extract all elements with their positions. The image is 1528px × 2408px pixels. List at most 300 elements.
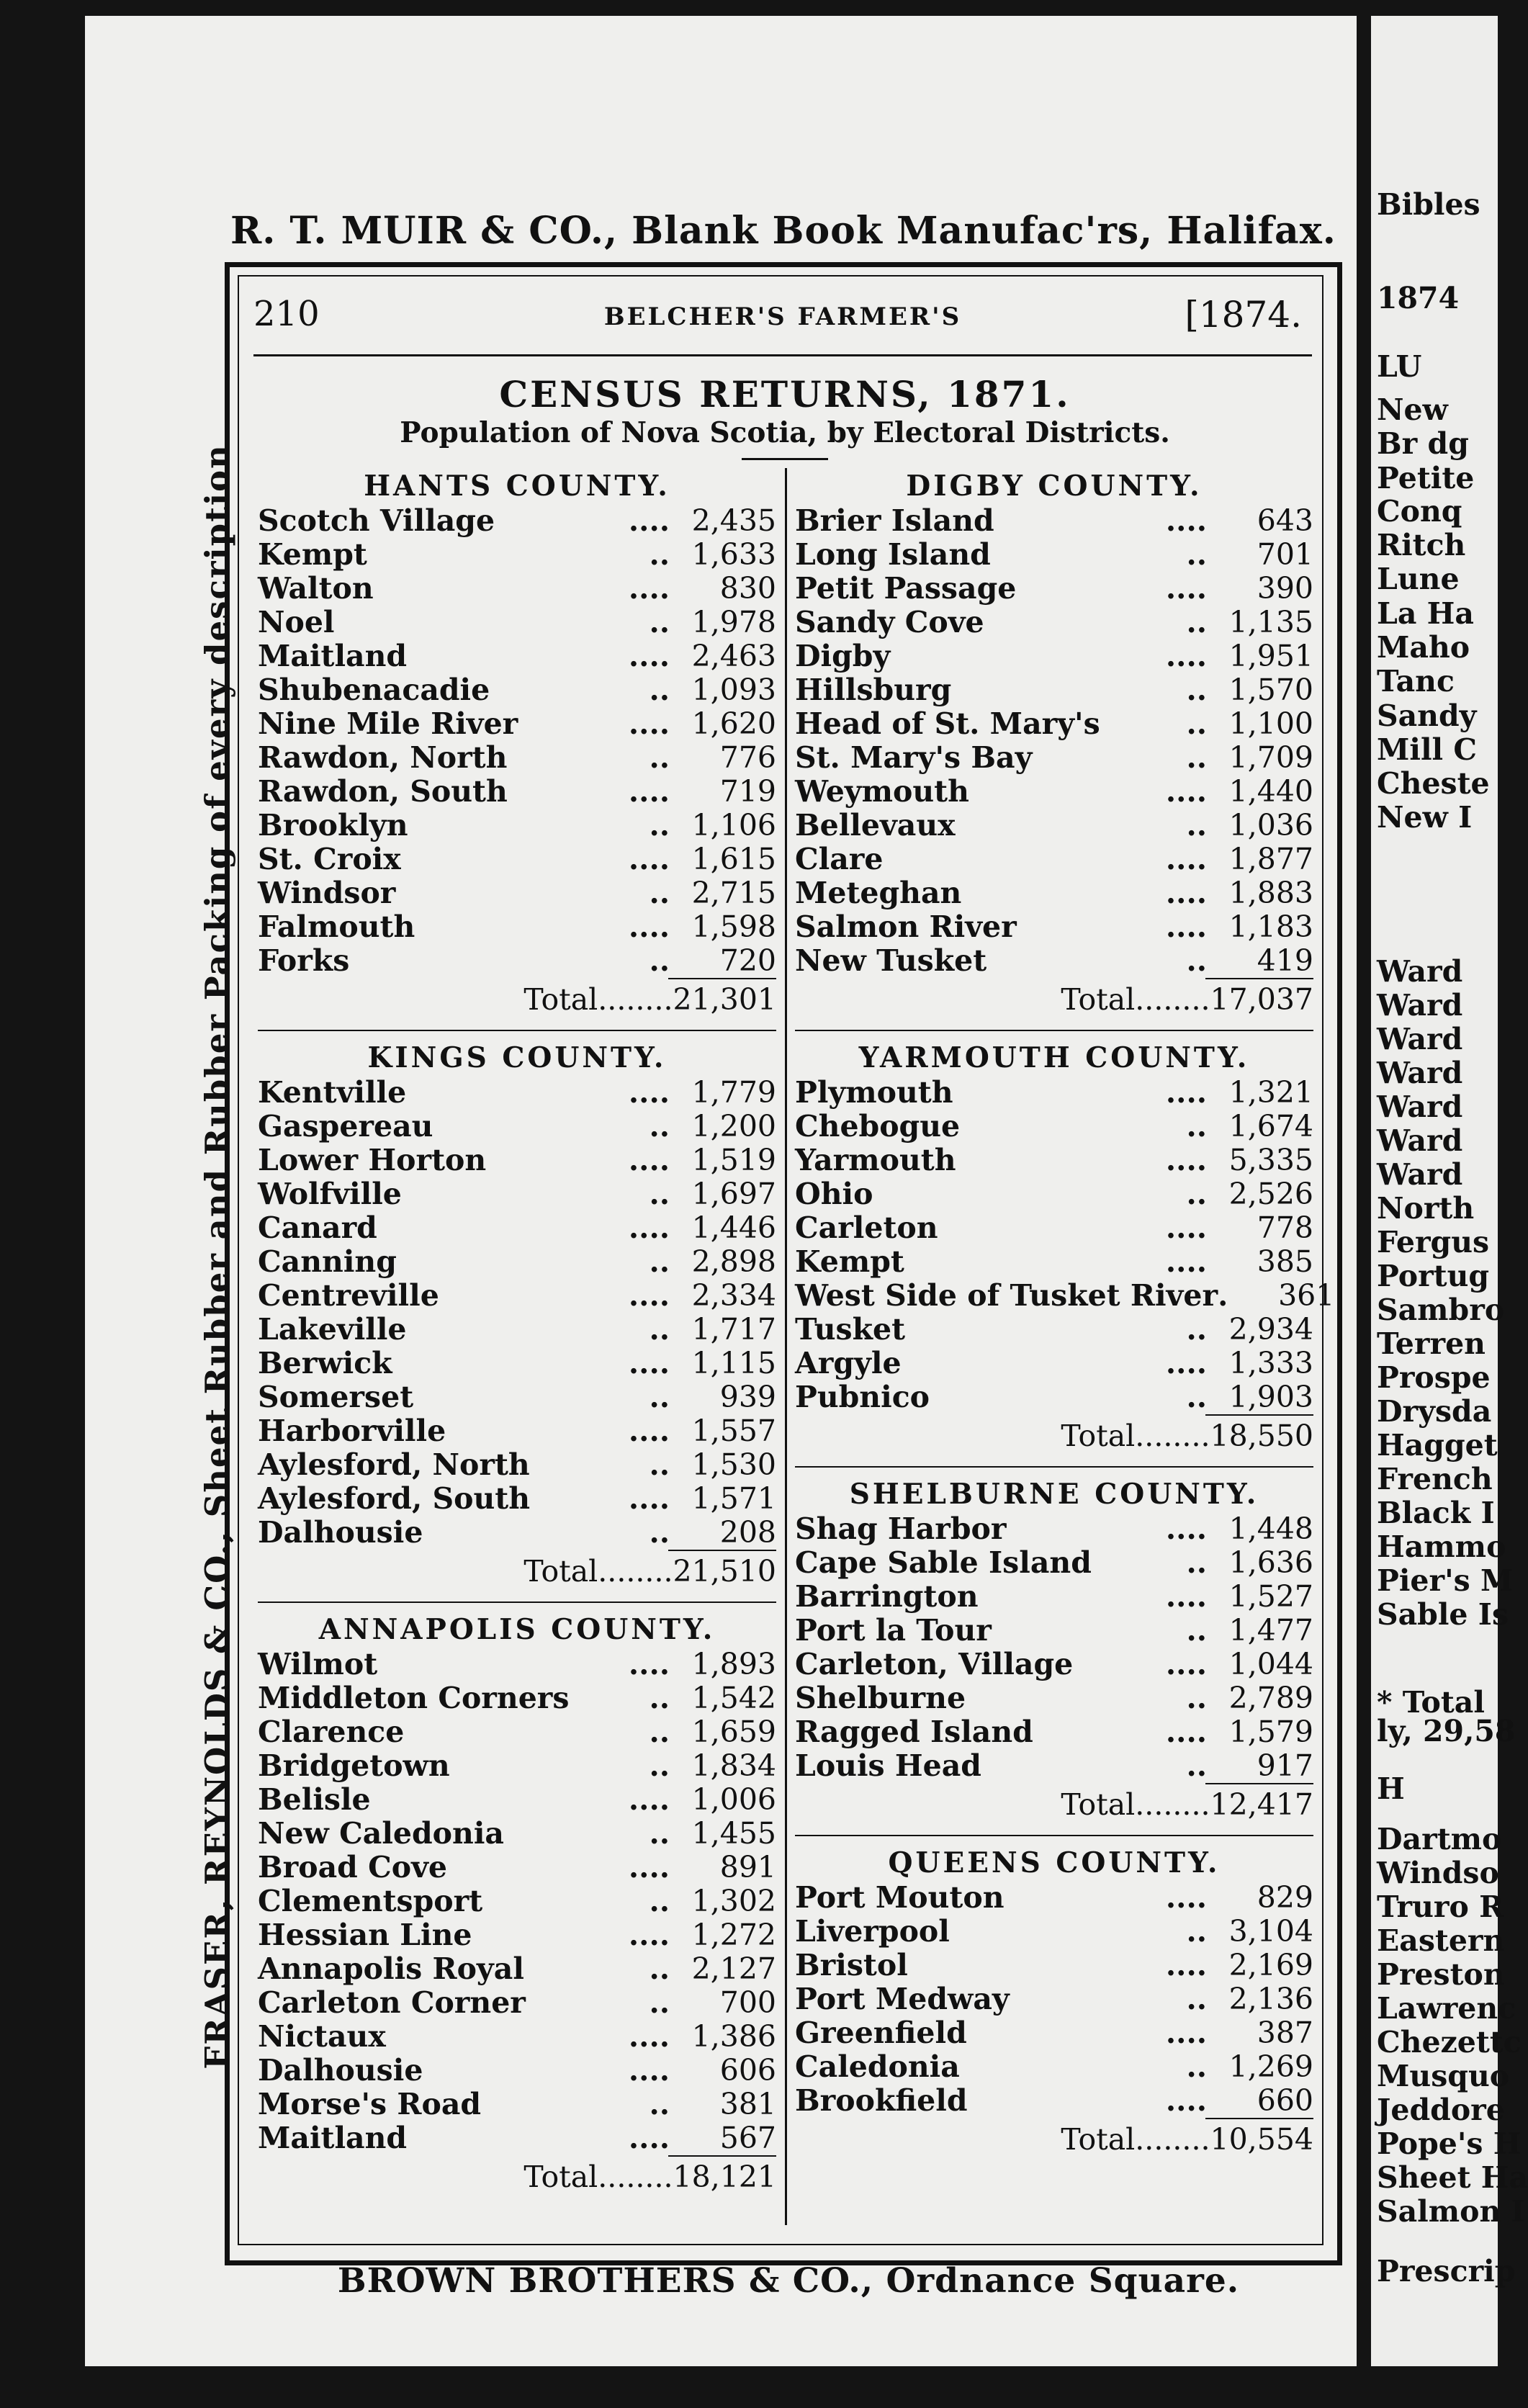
adjacent-page-text: Prospe [1377, 1360, 1491, 1395]
district-name: Kempt [258, 537, 367, 572]
population-value: 2,435 [691, 503, 776, 538]
district-row [795, 504, 1313, 538]
population-value: 1,598 [691, 909, 776, 944]
district-row [795, 673, 1313, 707]
population-value: 1,557 [691, 1414, 776, 1448]
population-value: 1,633 [691, 537, 776, 572]
district-row [258, 1482, 776, 1516]
total-label: Total........ [1061, 1787, 1210, 1822]
leader-dots: .... [1165, 842, 1207, 876]
district-row [258, 1516, 776, 1550]
district-name: Canard [258, 1210, 377, 1245]
leader-dots: .. [649, 537, 670, 572]
section-divider [795, 1835, 1313, 1836]
population-value: 1,519 [691, 1143, 776, 1177]
district-name: Scotch Village [258, 503, 495, 538]
adjacent-page-text: 1874 [1377, 281, 1460, 315]
adjacent-page-text: Fergus [1377, 1225, 1490, 1259]
total-label: Total........ [1061, 982, 1210, 1017]
leader-dots: .... [628, 571, 670, 606]
total-label: Total........ [523, 1554, 673, 1589]
total-number: 18,121 [673, 2160, 776, 2194]
county-section [258, 468, 776, 1020]
county-section [795, 1845, 1313, 2160]
leader-dots: .... [628, 706, 670, 741]
leader-dots: .... [628, 1210, 670, 1245]
total-value [1061, 1787, 1313, 1822]
population-value: 567 [719, 2121, 776, 2155]
right-column [795, 468, 1335, 2160]
district-name: Maitland [258, 639, 408, 673]
district-row [258, 944, 776, 978]
adjacent-page-text: New I [1377, 800, 1473, 835]
population-value: 701 [1257, 537, 1313, 572]
district-name: Caledonia [795, 2049, 960, 2084]
population-value: 1,200 [691, 1109, 776, 1144]
leader-dots: .. [1186, 1914, 1207, 1949]
adjacent-page-text: Jeddore [1377, 2093, 1505, 2127]
total-number: 12,417 [1210, 1787, 1313, 1822]
adjacent-page-text: * Total [1377, 1685, 1485, 1720]
district-name: Broad Cove [258, 1850, 447, 1884]
page-header [253, 294, 1312, 337]
district-row [258, 2054, 776, 2088]
population-value: 5,335 [1228, 1143, 1313, 1177]
district-name: Pubnico [795, 1380, 930, 1414]
district-name: Hessian Line [258, 1918, 472, 1952]
district-row [258, 504, 776, 538]
leader-dots: .. [1186, 1982, 1207, 2016]
population-value: 2,334 [691, 1278, 776, 1313]
district-name: Dalhousie [258, 2053, 423, 2088]
total-number: 21,510 [673, 1554, 776, 1589]
top-advertisement: R. T. MUIR & CO., Blank Book Manufac'rs, Halifax. [230, 209, 1336, 253]
leader-dots: .. [1186, 1748, 1207, 1783]
population-value: 1,709 [1228, 740, 1313, 775]
leader-dots: .... [628, 1850, 670, 1884]
total-value [1061, 982, 1313, 1017]
adjacent-page-text: Black I [1377, 1496, 1495, 1530]
adjacent-page-text: Salmon I [1377, 2194, 1525, 2229]
leader-dots: .. [649, 1715, 670, 1749]
district-row [795, 1177, 1313, 1211]
county-heading: HANTS COUNTY. [364, 470, 670, 503]
adjacent-page-text: Lawrenc [1377, 1991, 1516, 2026]
district-name: Berwick [258, 1346, 392, 1380]
population-value: 830 [719, 571, 776, 606]
district-row [258, 673, 776, 707]
population-value: 1,093 [691, 673, 776, 707]
district-name: New Tusket [795, 943, 987, 978]
adjacent-page-text: New [1377, 392, 1448, 427]
population-value: 1,135 [1228, 605, 1313, 639]
district-name: Aylesford, South [258, 1481, 531, 1516]
population-value: 778 [1257, 1210, 1313, 1245]
total-number: 18,550 [1210, 1419, 1313, 1453]
district-name: Cape Sable Island [795, 1545, 1092, 1580]
leader-dots: .. [1186, 1545, 1207, 1580]
population-value: 776 [719, 740, 776, 775]
leader-dots: .... [628, 1481, 670, 1516]
leader-dots: .... [628, 639, 670, 673]
leader-dots: .... [628, 1414, 670, 1448]
district-row [795, 1076, 1313, 1110]
total-number: 17,037 [1210, 982, 1313, 1017]
side-advertisement: FRASER, REYNOLDS & CO., Sheet Rubber and Rubber Packing of every description [198, 444, 236, 2070]
leader-dots: .... [628, 774, 670, 809]
district-row [795, 2016, 1313, 2050]
county-heading: ANNAPOLIS COUNTY. [318, 1613, 716, 1646]
district-name: Bellevaux [795, 808, 956, 843]
leader-dots: .. [649, 673, 670, 707]
adjacent-page-text: Drysda [1377, 1394, 1492, 1429]
district-row [258, 1177, 776, 1211]
adjacent-page-text: Sandy [1377, 698, 1477, 733]
leader-dots: .... [1165, 1143, 1207, 1177]
district-name: Clarence [258, 1715, 405, 1749]
county-total [795, 1414, 1313, 1456]
leader-dots: .... [1165, 571, 1207, 606]
district-name: Nictaux [258, 2019, 386, 2054]
district-name: Centreville [258, 1278, 439, 1313]
leader-dots: .. [1186, 1177, 1207, 1211]
leader-dots: .. [649, 1447, 670, 1482]
leader-dots: .. [649, 1884, 670, 1918]
population-value: 3,104 [1228, 1914, 1313, 1949]
county-total [795, 2118, 1313, 2160]
county-section [258, 1040, 776, 1591]
population-value: 1,333 [1228, 1346, 1313, 1380]
leader-dots: .. [1186, 605, 1207, 639]
district-name: Shelburne [795, 1681, 966, 1715]
population-value: 1,883 [1228, 876, 1313, 910]
leader-dots: .... [1165, 1948, 1207, 1982]
leader-dots: . [1218, 1278, 1228, 1313]
district-name: Canning [258, 1244, 397, 1279]
leader-dots: .. [649, 1380, 670, 1414]
header-year: [1874. [1185, 294, 1302, 336]
adjacent-page-text: Chezettc [1377, 2025, 1522, 2059]
adjacent-page-text: Hammo [1377, 1529, 1506, 1564]
section-divider [258, 1601, 776, 1603]
adjacent-page [1371, 16, 1528, 2366]
adjacent-page-text: Ward [1377, 1022, 1463, 1056]
adjacent-page-text: H [1377, 1771, 1405, 1806]
population-value: 1,036 [1228, 808, 1313, 843]
district-row [258, 2121, 776, 2155]
population-value: 2,715 [691, 876, 776, 910]
adjacent-page-text: Windso [1377, 1856, 1499, 1890]
district-row [258, 1884, 776, 1918]
population-value: 361 [1278, 1278, 1335, 1313]
district-name: Tusket [795, 1312, 906, 1347]
population-value: 387 [1257, 2016, 1313, 2050]
leader-dots: .... [1165, 639, 1207, 673]
district-row [795, 1512, 1313, 1546]
district-name: Ohio [795, 1177, 873, 1211]
adjacent-page-text: Prescrip [1377, 2254, 1516, 2288]
district-name: Bridgetown [258, 1748, 450, 1783]
district-row [795, 944, 1313, 978]
leader-dots: .. [649, 1244, 670, 1279]
leader-dots: .. [649, 2087, 670, 2121]
district-name: New Caledonia [258, 1816, 504, 1851]
leader-dots: .... [628, 909, 670, 944]
adjacent-page-text: Ward [1377, 1090, 1463, 1124]
adjacent-page-text: Portug [1377, 1259, 1490, 1293]
leader-dots: .... [628, 2121, 670, 2155]
population-value: 829 [1257, 1880, 1313, 1915]
total-value [1061, 1419, 1313, 1453]
adjacent-page-text: Lune [1377, 562, 1460, 596]
district-name: Clementsport [258, 1884, 483, 1918]
district-name: Port la Tour [795, 1613, 992, 1648]
county-heading: YARMOUTH COUNTY. [858, 1041, 1250, 1074]
leader-dots: .. [649, 876, 670, 910]
district-row [258, 1783, 776, 1817]
adjacent-page-text: Pope's H [1377, 2126, 1522, 2161]
district-row [795, 1881, 1313, 1915]
district-row [795, 639, 1313, 673]
district-row [795, 1915, 1313, 1949]
population-value: 1,579 [1228, 1715, 1313, 1749]
total-value [523, 1554, 776, 1589]
population-value: 1,448 [1228, 1511, 1313, 1546]
population-value: 1,321 [1228, 1075, 1313, 1110]
district-row [795, 1211, 1313, 1245]
district-name: Barrington [795, 1579, 979, 1614]
district-row [795, 606, 1313, 639]
total-number: 10,554 [1210, 2122, 1313, 2157]
district-row [795, 1648, 1313, 1681]
district-name: Port Mouton [795, 1880, 1005, 1915]
population-value: 2,789 [1228, 1681, 1313, 1715]
adjacent-page-text: Ward [1377, 1123, 1463, 1158]
population-value: 720 [719, 943, 776, 978]
district-row [795, 1245, 1313, 1279]
district-name: Petit Passage [795, 571, 1017, 606]
population-value: 1,877 [1228, 842, 1313, 876]
district-name: Weymouth [795, 774, 969, 809]
district-name: Maitland [258, 2121, 408, 2155]
population-value: 719 [719, 774, 776, 809]
population-value: 1,571 [691, 1481, 776, 1516]
leader-dots: .... [1165, 876, 1207, 910]
page-number: 210 [253, 294, 320, 334]
adjacent-page-text: Br dg [1377, 426, 1469, 461]
district-row [795, 1546, 1313, 1580]
district-name: St. Croix [258, 842, 401, 876]
leader-dots: .. [649, 1951, 670, 1986]
district-row [795, 1614, 1313, 1648]
total-rule [668, 2155, 776, 2157]
district-name: Sandy Cove [795, 605, 984, 639]
population-value: 2,526 [1228, 1177, 1313, 1211]
leader-dots: .... [628, 1918, 670, 1952]
district-name: Brookfield [795, 2083, 968, 2118]
leader-dots: .. [649, 1109, 670, 1144]
leader-dots: .. [1186, 673, 1207, 707]
total-number: 21,301 [673, 982, 776, 1017]
district-name: Harborville [258, 1414, 446, 1448]
leader-dots: .... [628, 1278, 670, 1313]
population-value: 1,530 [691, 1447, 776, 1482]
district-row [258, 606, 776, 639]
population-value: 1,477 [1228, 1613, 1313, 1648]
population-value: 917 [1257, 1748, 1313, 1783]
leader-dots: .... [1165, 1511, 1207, 1546]
district-name: Yarmouth [795, 1143, 956, 1177]
population-value: 1,100 [1228, 706, 1313, 741]
district-row [258, 843, 776, 876]
population-value: 1,455 [691, 1816, 776, 1851]
county-heading: DIGBY COUNTY. [906, 470, 1203, 503]
district-row [258, 1715, 776, 1749]
leader-dots: .... [628, 1075, 670, 1110]
district-name: Brooklyn [258, 808, 408, 843]
district-name: Walton [258, 571, 374, 606]
page-title: CENSUS RETURNS, 1871. [499, 373, 1071, 415]
leader-dots: .... [1165, 503, 1207, 538]
population-value: 1,659 [691, 1715, 776, 1749]
population-value: 1,978 [691, 605, 776, 639]
population-value: 1,615 [691, 842, 776, 876]
leader-dots: .. [649, 605, 670, 639]
total-rule [668, 978, 776, 979]
district-row [258, 538, 776, 572]
district-name: Dalhousie [258, 1515, 423, 1550]
district-row [258, 639, 776, 673]
district-row [795, 1278, 1335, 1313]
total-label: Total........ [1061, 2122, 1210, 2157]
county-heading: KINGS COUNTY. [367, 1041, 667, 1074]
total-rule [668, 1550, 776, 1551]
district-name: Head of St. Mary's [795, 706, 1100, 741]
county-section [258, 1612, 776, 2197]
district-row [258, 910, 776, 944]
leader-dots: .. [649, 1748, 670, 1783]
district-name: Salmon River [795, 909, 1017, 944]
district-name: Wilmot [258, 1647, 378, 1681]
left-column [258, 468, 776, 2197]
district-row [258, 1648, 776, 1681]
district-row [795, 1144, 1313, 1177]
district-row [258, 775, 776, 809]
district-row [795, 1313, 1313, 1347]
leader-dots: .. [649, 1515, 670, 1550]
district-row [795, 843, 1313, 876]
district-name: Carleton Corner [258, 1985, 526, 2020]
district-row [795, 775, 1313, 809]
population-value: 1,903 [1228, 1380, 1313, 1414]
county-heading: SHELBURNE COUNTY. [849, 1478, 1259, 1511]
adjacent-page-text: Ward [1377, 988, 1463, 1023]
district-row [258, 2020, 776, 2054]
total-rule [1205, 1414, 1313, 1416]
district-name: Middleton Corners [258, 1681, 570, 1715]
county-total [795, 978, 1313, 1020]
leader-dots: .... [1165, 1880, 1207, 1915]
district-row [258, 1144, 776, 1177]
adjacent-page-text: Preston [1377, 1957, 1505, 1992]
population-value: 700 [719, 1985, 776, 2020]
district-row [795, 910, 1313, 944]
adjacent-page-text: Ward [1377, 1056, 1463, 1090]
district-name: Argyle [795, 1346, 902, 1380]
adjacent-page-text: Musquo [1377, 2059, 1510, 2093]
district-row [258, 1986, 776, 2020]
leader-dots: .. [649, 1681, 670, 1715]
total-label: Total........ [1061, 1419, 1210, 1453]
total-value [523, 2160, 776, 2194]
leader-dots: .... [628, 1143, 670, 1177]
leader-dots: .... [1165, 2083, 1207, 2118]
leader-dots: .. [649, 1816, 670, 1851]
leader-dots: .... [1165, 1579, 1207, 1614]
leader-dots: .... [1165, 1210, 1207, 1245]
adjacent-page-text: Tanc [1377, 664, 1455, 698]
adjacent-page-text: Truro R [1377, 1890, 1504, 1924]
population-value: 1,674 [1228, 1109, 1313, 1144]
district-name: Chebogue [795, 1109, 961, 1144]
district-name: Meteghan [795, 876, 962, 910]
adjacent-page-text: ly, 29,58 [1377, 1714, 1516, 1748]
population-value: 2,463 [691, 639, 776, 673]
district-name: Bristol [795, 1948, 908, 1982]
district-name: Ragged Island [795, 1715, 1033, 1749]
district-row [795, 876, 1313, 910]
leader-dots: .. [649, 1177, 670, 1211]
district-row [795, 809, 1313, 843]
district-name: Shubenacadie [258, 673, 490, 707]
leader-dots: .. [1186, 740, 1207, 775]
leader-dots: .. [1186, 808, 1207, 843]
total-label: Total........ [523, 982, 673, 1017]
district-row [795, 1949, 1313, 1982]
district-name: Somerset [258, 1380, 414, 1414]
district-name: Windsor [258, 876, 396, 910]
population-value: 385 [1257, 1244, 1313, 1279]
leader-dots: .. [649, 943, 670, 978]
adjacent-page-text: French [1377, 1462, 1493, 1496]
district-row [258, 1918, 776, 1952]
population-value: 1,183 [1228, 909, 1313, 944]
district-name: Rawdon, South [258, 774, 508, 809]
population-value: 390 [1257, 571, 1313, 606]
district-row [258, 572, 776, 606]
adjacent-page-text: Mill C [1377, 732, 1478, 767]
adjacent-page-text: La Ha [1377, 596, 1474, 631]
district-row [258, 1448, 776, 1482]
total-rule [1205, 1783, 1313, 1784]
population-value: 1,106 [691, 808, 776, 843]
district-name: Gaspereau [258, 1109, 433, 1144]
district-row [258, 741, 776, 775]
adjacent-page-text: Ward [1377, 1157, 1463, 1192]
leader-dots: .. [649, 808, 670, 843]
population-value: 1,697 [691, 1177, 776, 1211]
district-name: Digby [795, 639, 891, 673]
leader-dots: .... [628, 2019, 670, 2054]
population-value: 1,440 [1228, 774, 1313, 809]
district-row [258, 1076, 776, 1110]
district-row [795, 2084, 1313, 2118]
population-value: 208 [719, 1515, 776, 1550]
total-rule [1205, 978, 1313, 979]
district-name: Morse's Road [258, 2087, 482, 2121]
leader-dots: .. [649, 1985, 670, 2020]
population-value: 1,044 [1228, 1647, 1313, 1681]
